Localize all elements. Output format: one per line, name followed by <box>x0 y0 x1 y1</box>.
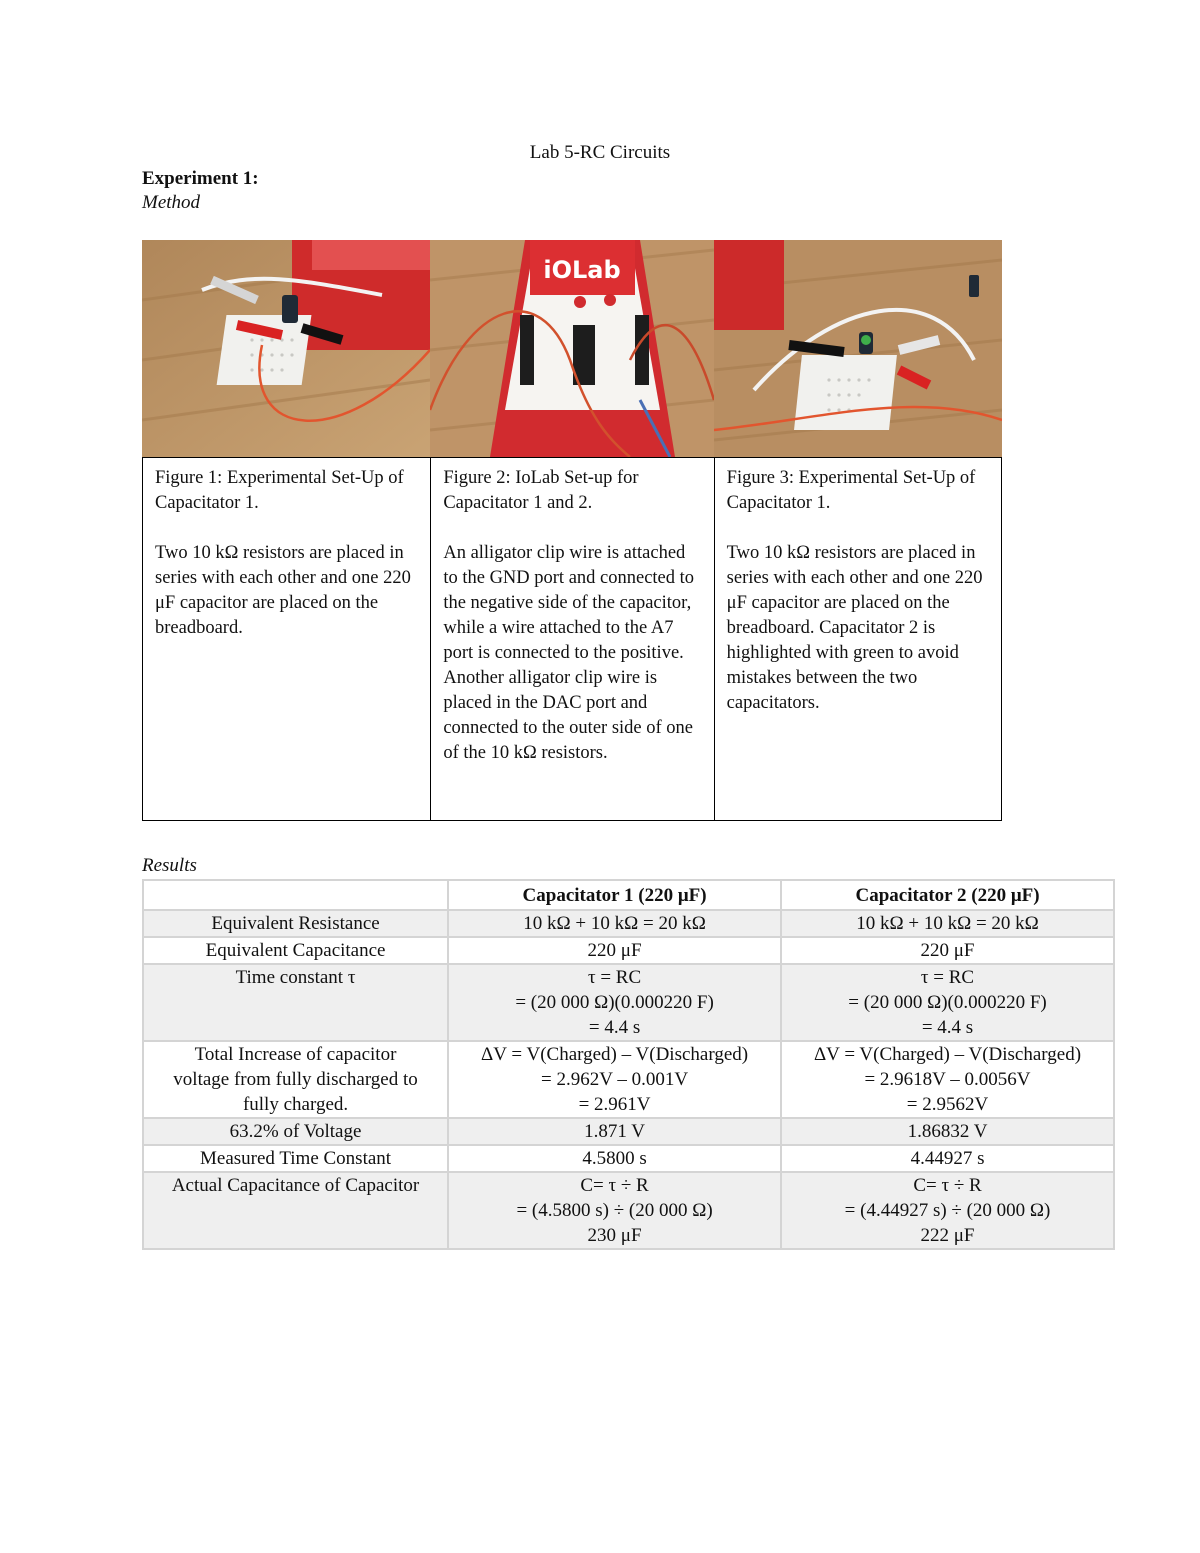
cell-line: 1.86832 V <box>907 1121 988 1142</box>
capacitator-2-cell <box>781 1145 1114 1172</box>
capacitator-2-cell <box>781 1172 1114 1249</box>
figure-2-caption-title: Figure 2: IoLab Set-up for Capacitator 1 and 2. <box>443 468 639 513</box>
row-label-cell <box>143 1041 448 1118</box>
cell-line: 220 μF <box>920 940 975 961</box>
figure-3-photo <box>714 240 1002 457</box>
figure-2-caption <box>430 458 713 820</box>
cell-line: 4.44927 s <box>910 1148 985 1169</box>
capacitator-1-cell <box>448 1041 781 1118</box>
row-label-cell <box>143 1145 448 1172</box>
capacitator-1-cell <box>448 1118 781 1145</box>
cell-line: Actual Capacitance of Capacitor <box>171 1175 420 1196</box>
cell-line: C= τ ÷ R <box>913 1175 982 1196</box>
cell-line: ΔV = V(Charged) – V(Discharged) <box>813 1044 1082 1065</box>
row-label-cell <box>143 1172 448 1249</box>
cell-line: = 2.9618V – 0.0056V <box>864 1069 1031 1090</box>
figure-3-caption-body: Two 10 kΩ resistors are placed in series with each other and one 220 μF capacitor are placed on the breadboard. Capacitator 2 is highlighted with green to avoid mistakes between the two capacitators. <box>726 543 983 713</box>
cell-line: ΔV = V(Charged) – V(Discharged) <box>481 1044 749 1065</box>
row-label-cell <box>143 1118 448 1145</box>
caption-row <box>142 457 1002 821</box>
row-label-cell <box>143 937 448 964</box>
row-label-cell <box>143 910 448 937</box>
cell-line: = (4.5800 s) ÷ (20 000 Ω) <box>516 1200 713 1221</box>
cell-line: fully charged. <box>242 1094 349 1115</box>
cell-line: τ = RC <box>920 967 975 988</box>
results-header-blank <box>143 880 448 910</box>
figure-1-caption-body: Two 10 kΩ resistors are placed in series with each other and one 220 μF capacitor are placed on the breadboard. <box>155 543 411 638</box>
results-header-capacitator-1: Capacitator 1 (220 μF) <box>448 880 781 910</box>
cell-line: = (4.44927 s) ÷ (20 000 Ω) <box>844 1200 1051 1221</box>
figure-table <box>142 240 1002 821</box>
capacitator-2-cell <box>781 937 1114 964</box>
results-heading: Results <box>142 855 197 876</box>
capacitator-1-cell <box>448 910 781 937</box>
figure-3-caption <box>714 458 1001 820</box>
results-header-capacitator-2: Capacitator 2 (220 μF) <box>781 880 1114 910</box>
cell-line: 4.5800 s <box>582 1148 647 1169</box>
experiment-heading: Experiment 1: <box>142 168 259 189</box>
figure-2-photo <box>430 240 714 457</box>
figure-1-photo <box>142 240 430 457</box>
table-row <box>143 937 1114 964</box>
page-title: Lab 5-RC Circuits <box>529 142 671 163</box>
capacitator-2-cell <box>781 1118 1114 1145</box>
row-label-cell <box>143 964 448 1041</box>
cell-line: 10 kΩ + 10 kΩ = 20 kΩ <box>523 913 706 934</box>
table-row <box>143 910 1114 937</box>
results-table <box>142 879 1115 1250</box>
cell-line: = 4.4 s <box>588 1017 641 1038</box>
cell-line: Time constant τ <box>235 967 356 988</box>
cell-line: Equivalent Capacitance <box>205 940 386 961</box>
figure-2-caption-body: An alligator clip wire is attached to the GND port and connected to the negative side of the capacitor, while a wire attached to the A7 port is connected to the positive. Another alligator clip wire is placed in the DAC port and connected to the outer side of one of the 10 kΩ resistors. <box>443 543 695 763</box>
results-header-row <box>143 880 1114 910</box>
cell-line: 222 μF <box>920 1225 975 1246</box>
capacitator-1-cell <box>448 964 781 1041</box>
cell-line: C= τ ÷ R <box>580 1175 649 1196</box>
cell-line: 230 μF <box>587 1225 642 1246</box>
photo-row <box>142 240 1002 457</box>
figure-1-caption-title: Figure 1: Experimental Set-Up of Capacitator 1. <box>155 468 404 513</box>
cell-line: = 2.962V – 0.001V <box>541 1069 689 1090</box>
cell-line: = (20 000 Ω)(0.000220 F) <box>848 992 1047 1013</box>
capacitator-2-cell <box>781 964 1114 1041</box>
cell-line: Equivalent Resistance <box>211 913 380 934</box>
cell-line: Total Increase of capacitor <box>194 1044 397 1065</box>
capacitator-1-cell <box>448 1145 781 1172</box>
table-row <box>143 1118 1114 1145</box>
figure-1-caption <box>143 458 430 820</box>
cell-line: τ = RC <box>587 967 642 988</box>
table-row <box>143 964 1114 1041</box>
cell-line: = 2.961V <box>578 1094 651 1115</box>
capacitator-2-cell <box>781 910 1114 937</box>
cell-line: 220 μF <box>587 940 642 961</box>
table-row <box>143 1145 1114 1172</box>
method-heading: Method <box>142 192 201 213</box>
cell-line: voltage from fully discharged to <box>173 1069 418 1090</box>
cell-line: = (20 000 Ω)(0.000220 F) <box>515 992 714 1013</box>
capacitator-1-cell <box>448 937 781 964</box>
cell-line: = 2.9562V <box>906 1094 989 1115</box>
table-row <box>143 1172 1114 1249</box>
capacitator-2-cell <box>781 1041 1114 1118</box>
cell-line: = 4.4 s <box>921 1017 974 1038</box>
cell-line: 63.2% of Voltage <box>229 1121 362 1142</box>
table-row <box>143 1041 1114 1118</box>
cell-line: Measured Time Constant <box>200 1148 392 1169</box>
figure-3-caption-title: Figure 3: Experimental Set-Up of Capacitator 1. <box>726 468 976 513</box>
cell-line: 10 kΩ + 10 kΩ = 20 kΩ <box>856 913 1039 934</box>
cell-line: 1.871 V <box>584 1121 645 1142</box>
capacitator-1-cell <box>448 1172 781 1249</box>
iolab-logo-text: iOLab <box>543 256 621 284</box>
